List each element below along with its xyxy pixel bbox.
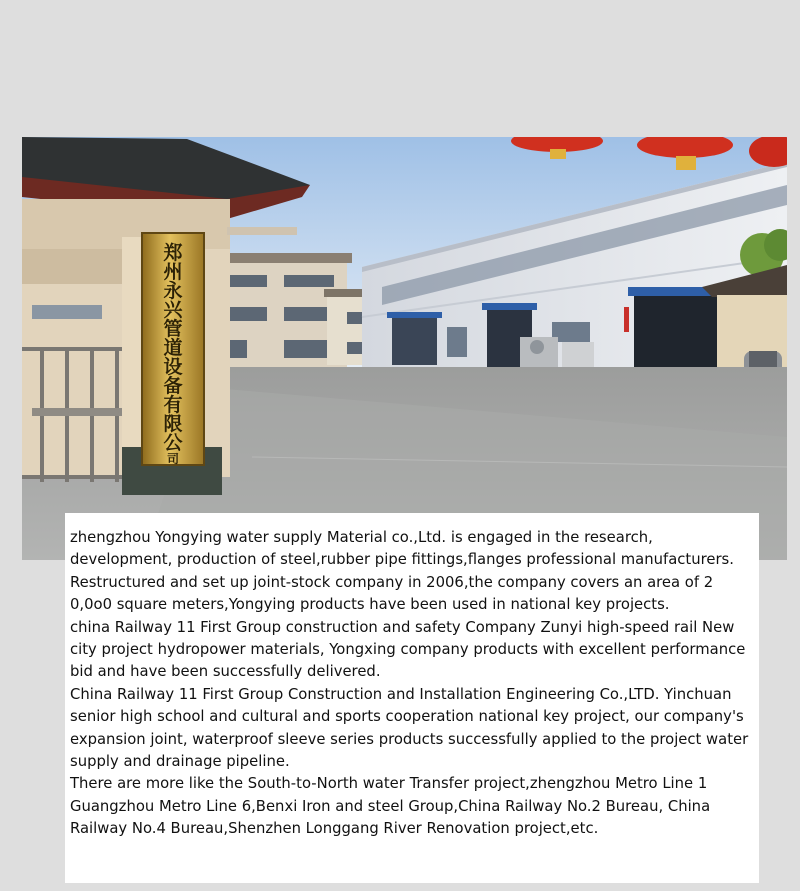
description-paragraph: There are more like the South-to-North water Transfer project,zhengzhou Metro Line 1 Guangzhou Metro Line 6,Benxi Iron and steel Group,China Railway No.2 Bureau, China Railway No.4 Bureau,Shenzhen Longgang River Renovation project,etc. xyxy=(70,775,711,838)
sign-char: 司 xyxy=(166,452,180,466)
sign-char: 永 xyxy=(163,280,183,302)
company-name-sign xyxy=(142,233,204,466)
sign-char: 有 xyxy=(163,394,183,416)
sign-char: 限 xyxy=(163,413,183,435)
company-description-card xyxy=(65,513,759,883)
sign-char: 道 xyxy=(163,337,183,359)
sign-char: 州 xyxy=(163,261,183,283)
sign-char: 备 xyxy=(163,375,183,397)
description-paragraph: China Railway 11 First Group Construction and Installation Engineering Co.,LTD. Yinchuan senior high school and cultural and sports cooperation national key project, our company's expansion joint, waterproof sleeve series products successfully applied to the project water supply and drainage pipeline. xyxy=(70,685,749,771)
sign-char: 设 xyxy=(163,356,183,378)
factory-photo xyxy=(22,137,787,560)
sign-char: 郑 xyxy=(163,242,183,264)
company-description xyxy=(70,527,758,841)
description-paragraph: china Railway 11 First Group construction and safety Company Zunyi high-speed rail New city project hydropower materials, Yongxing company products with excellent performance bid and have been successfully delivered. xyxy=(70,618,746,681)
sign-char: 兴 xyxy=(163,299,183,321)
sign-char: 公 xyxy=(163,432,183,454)
description-paragraph: Restructured and set up joint-stock company in 2006,the company covers an area of 2 0,0o0 square meters,Yongying products have been used in national key projects. xyxy=(70,573,714,614)
description-paragraph: zhengzhou Yongying water supply Material co.,Ltd. is engaged in the research, development, production of steel,rubber pipe fittings,flanges professional manufacturers. xyxy=(70,529,734,569)
sign-char: 管 xyxy=(163,318,183,340)
